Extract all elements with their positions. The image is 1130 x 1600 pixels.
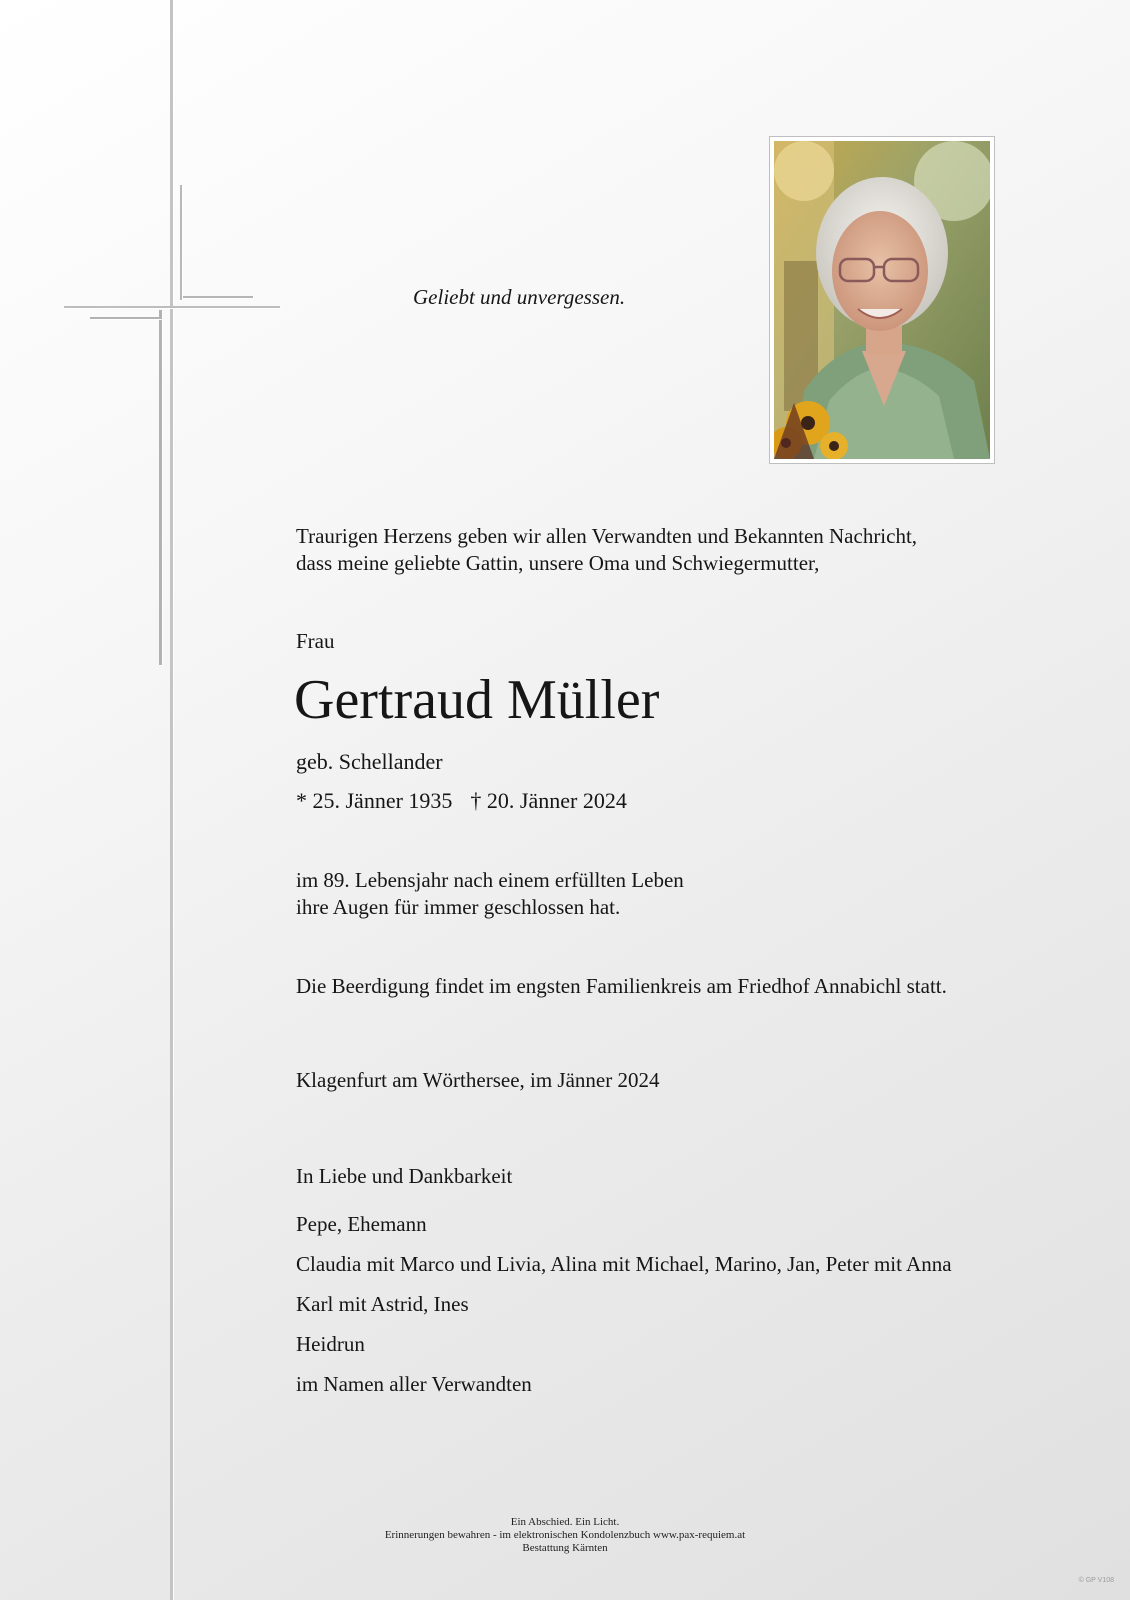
cross-horizontal-main — [64, 306, 280, 308]
list-item: im Namen aller Verwandten — [296, 1372, 532, 1396]
portrait-photo — [769, 136, 995, 464]
motto: Geliebt und unvergessen. — [413, 285, 626, 309]
mourners-list — [296, 1211, 952, 1411]
cross-horizontal-right — [183, 296, 253, 298]
footer — [365, 1516, 765, 1555]
footer-line: Bestattung Kärnten — [522, 1542, 608, 1554]
age-line: ihre Augen für immer geschlossen hat. — [296, 895, 621, 919]
deceased-name: Gertraud Müller — [294, 669, 660, 731]
portrait-photo-icon — [774, 141, 990, 459]
death-date: † 20. Jänner 2024 — [470, 788, 627, 813]
cross-horizontal-left — [90, 317, 162, 319]
list-item: Karl mit Astrid, Ines — [296, 1292, 469, 1316]
birth-date: * 25. Jänner 1935 — [296, 788, 453, 813]
cross-vertical-short — [159, 310, 162, 665]
maiden-name: geb. Schellander — [296, 749, 443, 774]
cross-vertical-main — [170, 0, 173, 1600]
age-line: im 89. Lebensjahr nach einem erfüllten Leben — [296, 868, 684, 892]
footer-line: Ein Abschied. Ein Licht. — [510, 1516, 620, 1528]
intro-line: Traurigen Herzens geben wir allen Verwandten und Bekannten Nachricht, — [296, 524, 918, 548]
salutation: Frau — [296, 629, 335, 653]
list-item: Claudia mit Marco und Livia, Alina mit Michael, Marino, Jan, Peter mit Anna — [296, 1252, 952, 1276]
funeral-info: Die Beerdigung findet im engsten Familienkreis am Friedhof Annabichl statt. — [296, 974, 947, 998]
thanks-line: In Liebe und Dankbarkeit — [296, 1164, 513, 1188]
age-text — [296, 867, 684, 921]
life-dates — [296, 787, 627, 814]
document-code: © GP V108 — [1078, 1577, 1114, 1584]
footer-line: Erinnerungen bewahren - im elektronischen Kondolenzbuch www.pax-requiem.at — [384, 1529, 746, 1541]
intro-text — [296, 523, 917, 577]
list-item: Pepe, Ehemann — [296, 1212, 427, 1236]
cross-vertical-top — [180, 185, 182, 300]
place-date: Klagenfurt am Wörthersee, im Jänner 2024 — [296, 1068, 660, 1092]
list-item: Heidrun — [296, 1332, 365, 1356]
intro-line: dass meine geliebte Gattin, unsere Oma und Schwiegermutter, — [296, 551, 820, 575]
